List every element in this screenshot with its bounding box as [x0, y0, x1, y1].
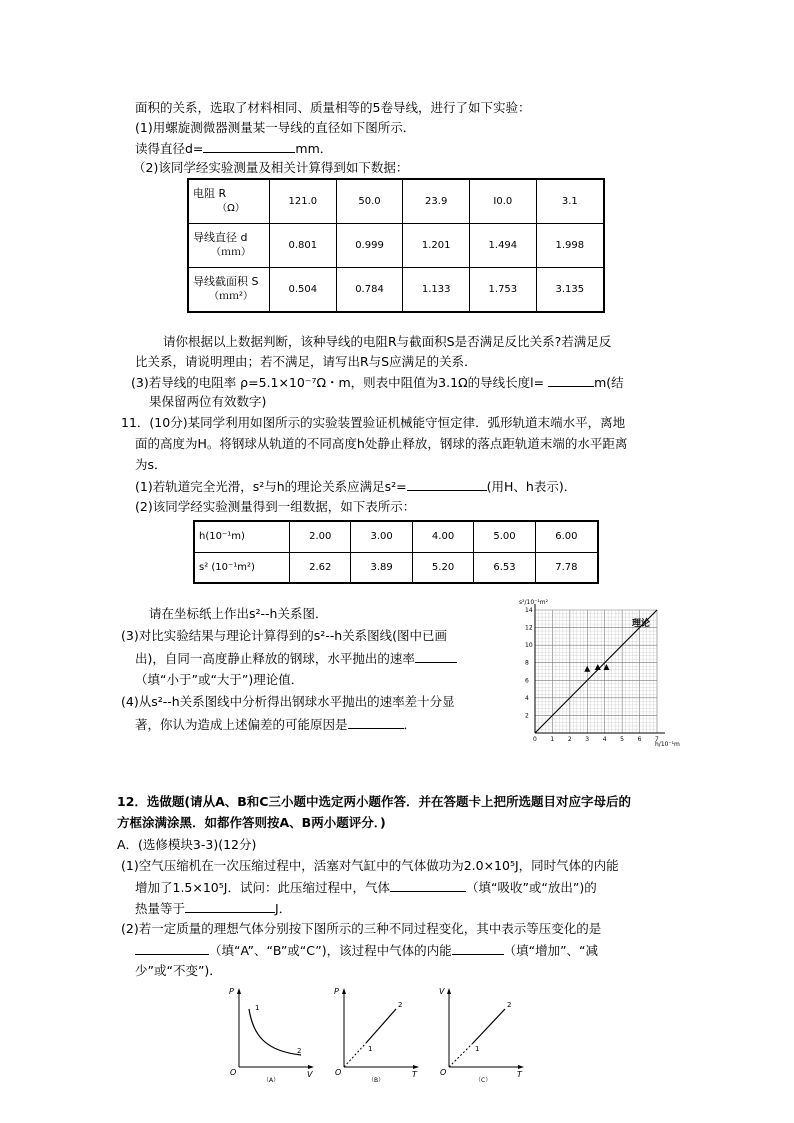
heat-label: 热量等于 — [135, 901, 186, 916]
data-point — [603, 664, 609, 670]
extension-line — [344, 1043, 366, 1067]
q12-part2-hint2: （填“增加”、“减 — [503, 943, 599, 958]
graph-c-p1: 1 — [475, 1045, 480, 1053]
intro-line: 面积的关系，选取了材料相同、质量相等的5卷导线，进行了如下实验： — [135, 100, 531, 115]
q11-part2: (2)该同学经实验测量得到一组数据，如下表所示： — [135, 499, 416, 514]
row-header-unit: （Ω） — [217, 203, 245, 215]
row-header-resistance: 电阻 R — [193, 187, 227, 201]
q12-part1-heat — [135, 899, 291, 918]
table-cell: 1.753 — [470, 267, 537, 312]
graph-c-y: V — [439, 987, 445, 996]
table-cell: 1.494 — [470, 223, 537, 267]
table-cell: 121.0 — [270, 179, 337, 223]
q11-part4-cont: 著，你认为造成上述偏差的可能原因是 ． — [135, 717, 417, 732]
q12-stem: 12．选做题(请从A、B和C三小题中选定两小题作答．并在答题卡上把所选题目对应字母后的 — [117, 794, 631, 809]
q11-plot-instruction: 请在坐标纸上作出s²--h关系图． — [149, 606, 328, 621]
row-header-area: 导线截面积 S — [193, 275, 259, 289]
data-table-resistance — [187, 178, 605, 313]
q11-part1-end: (用H、h表示)． — [486, 479, 577, 494]
table-cell: 50.0 — [336, 179, 403, 223]
graph-a-origin: O — [230, 1068, 237, 1077]
graph-b-origin: O — [335, 1068, 342, 1077]
q11-stem: 11．(10分)某同学利用如图所示的实验装置验证机械能守恒定律．弧形轨道末端水平，离地 — [121, 415, 626, 430]
graph-c-caption: （C） — [475, 1077, 492, 1084]
x-tick-label: 0 — [533, 736, 537, 743]
table-cell: 5.20 — [412, 552, 473, 583]
graph-a-p1: 1 — [255, 1004, 260, 1012]
absorb-release-blank[interactable] — [390, 878, 466, 892]
table-cell: 6.00 — [535, 521, 598, 552]
x-arrow — [518, 1065, 524, 1069]
table-cell: 0.784 — [336, 267, 403, 312]
q12-stem-cont: 方框涂满涂黑．如都作答则按A、B两小题评分．) — [117, 815, 386, 830]
graph-c — [435, 985, 530, 1085]
y-tick-label: 10 — [525, 642, 533, 650]
y-tick-label: 12 — [525, 624, 533, 632]
table-cell: 3.89 — [351, 552, 412, 583]
row-header-h: h(10⁻¹m) — [194, 521, 290, 552]
x-tick-label: 4 — [602, 736, 607, 743]
table-cell: 7.78 — [535, 552, 598, 583]
table-cell: 1.201 — [403, 223, 470, 267]
x-tick-label: 1 — [550, 736, 555, 743]
q11-part4-text: 著，你认为造成上述偏差的可能原因是 — [135, 717, 348, 732]
table-cell: 5.00 — [474, 521, 535, 552]
graph-a-caption: （A） — [263, 1077, 280, 1084]
table-cell: 4.00 — [412, 521, 473, 552]
q12-part2-cont — [135, 941, 598, 960]
table-cell: 1.998 — [536, 223, 604, 267]
x-tick-label: 5 — [620, 736, 624, 743]
graph-c-x: T — [517, 1070, 522, 1079]
x-tick-label: 3 — [585, 736, 590, 743]
graph-b-x: T — [412, 1070, 417, 1079]
row-header-unit: （ｍｍ²） — [208, 291, 253, 303]
table-cell: I0.0 — [470, 179, 537, 223]
chart-annotation: 理论 — [632, 619, 651, 629]
q10-part1: (1)用螺旋测微器测量某一导线的直径如下图所示． — [135, 120, 416, 135]
table-cell: 6.53 — [474, 552, 535, 583]
internal-energy-blank[interactable] — [452, 941, 504, 955]
y-tick-label: 6 — [525, 677, 529, 685]
q12-part1-text: 增加了1.5×10⁵J．试问：此压缩过程中，气体 — [135, 880, 390, 895]
s2-h-chart — [507, 596, 687, 748]
reason-blank[interactable] — [348, 715, 404, 729]
data-point — [584, 666, 590, 672]
table-cell: 23.9 — [403, 179, 470, 223]
q12-module-a: A．(选修模块3-3)(12分) — [117, 837, 257, 852]
isotherm-curve — [249, 1009, 301, 1055]
data-table-h-s2 — [193, 520, 599, 584]
q10-question: 请你根据以上数据判断，该种导线的电阻R与截面积S是否满足反比关系?若满足反 — [163, 334, 612, 349]
y-arrow — [342, 988, 346, 994]
x-tick-label: 6 — [637, 736, 642, 743]
diameter-unit: mm． — [295, 141, 333, 156]
table-cell: 1.133 — [403, 267, 470, 312]
y-arrow — [447, 988, 451, 994]
x-arrow — [308, 1065, 314, 1069]
q11-stem-cont: 面的高度为H。将钢球从轨道的不同高度h处静止释放，钢球的落点距轨道末端的水平距离 — [135, 436, 628, 451]
q10-part3-text: (3)若导线的电阻率 ρ=5.1×10⁻⁷Ω・m，则表中阻值为3.1Ω的导线长度l= — [131, 375, 545, 390]
table-cell: 3.135 — [536, 267, 604, 312]
q10-part3-unit: m(结 — [594, 375, 624, 390]
q11-part3: (3)对比实验结果与理论计算得到的s²--h关系图线(图中已画 — [121, 628, 448, 643]
extension-line — [449, 1043, 473, 1067]
graph-b-p2: 2 — [398, 1001, 403, 1009]
heat-unit: J． — [275, 901, 292, 916]
y-tick-label: 8 — [525, 659, 529, 667]
x-arrow — [413, 1065, 419, 1069]
graph-a-x: V — [307, 1070, 313, 1079]
process-line — [473, 1009, 505, 1043]
graph-a-p2: 2 — [297, 1047, 302, 1055]
q10-question-cont: 比关系，请说明理由；若不满足，请写出R与S应满足的关系． — [135, 354, 477, 369]
table-cell: 0.801 — [270, 223, 337, 267]
q12-part2-end: 少”或“不变”)． — [135, 963, 222, 978]
q11-part1 — [135, 477, 576, 496]
x-tick-label: 2 — [567, 736, 572, 743]
q10-diameter-line — [135, 139, 332, 158]
q11-part4: (4)从s²--h关系图线中分析得出钢球水平抛出的速率差十分显 — [121, 694, 455, 709]
q11-stem-end: 为s． — [135, 457, 167, 472]
row-header-s2: s² (10⁻¹m²) — [194, 552, 290, 583]
graph-c-p2: 2 — [507, 1001, 512, 1009]
y-tick-label: 14 — [525, 607, 533, 614]
q11-part3-cont — [135, 649, 457, 668]
q12-part1-hint: （填“吸收”或“放出”)的 — [465, 880, 597, 895]
q10-part2: （2)该同学经实验测量及相关计算得到如下数据： — [133, 160, 409, 175]
q10-part3 — [131, 373, 624, 392]
q12-part1-cont — [135, 878, 597, 897]
length-blank[interactable] — [548, 373, 594, 387]
graph-b-y: P — [334, 987, 339, 996]
s2-formula-blank[interactable] — [407, 477, 487, 491]
heat-blank[interactable] — [185, 899, 275, 913]
q12-part2-hint: （填“A”、“B”或“C”)，该过程中气体的内能 — [209, 943, 452, 958]
q11-part3-end: （填“小于”或“大于”)理论值． — [135, 672, 304, 687]
q12-part1: (1)空气压缩机在一次压缩过程中，活塞对气缸中的气体做功为2.0×10⁵J，同时气体的内能 — [121, 858, 619, 873]
x-tick-label: 7 — [655, 736, 659, 743]
q10-part3-cont: 果保留两位有效数字) — [149, 394, 267, 409]
q11-part1-text: (1)若轨道完全光滑，s²与h的理论关系应满足s²= — [135, 479, 407, 494]
table-cell: 2.00 — [290, 521, 351, 552]
process-choice-blank[interactable] — [135, 941, 209, 955]
graph-b-caption: （B） — [368, 1077, 385, 1084]
graph-c-origin: O — [440, 1068, 447, 1077]
y-arrow — [237, 988, 241, 994]
q11-part3-text: 出)，自同一高度静止释放的钢球，水平抛出的速率 — [135, 651, 415, 666]
q12-part2: (2)若一定质量的理想气体分别按下图所示的三种不同过程变化，其中表示等压变化的是 — [121, 921, 602, 936]
diameter-blank[interactable] — [203, 139, 295, 153]
table-cell: 2.62 — [290, 552, 351, 583]
y-tick-label: 4 — [525, 694, 529, 702]
table-cell: 3.00 — [351, 521, 412, 552]
graph-a — [225, 985, 320, 1085]
table-cell: 0.999 — [336, 223, 403, 267]
speed-compare-blank[interactable] — [415, 649, 457, 663]
graph-b-p1: 1 — [368, 1045, 373, 1053]
row-header-unit: （ｍｍ） — [211, 247, 251, 258]
table-cell: 3.1 — [536, 179, 604, 223]
graph-a-y: P — [229, 987, 234, 996]
y-tick-label: 2 — [525, 712, 529, 720]
graph-b — [330, 985, 425, 1085]
chart-y-label: s²/10⁻¹m² — [519, 599, 549, 606]
row-header-diameter: 导线直径 d — [193, 231, 248, 244]
diameter-label: 读得直径d= — [135, 141, 204, 156]
process-line — [366, 1009, 396, 1043]
table-cell: 0.504 — [270, 267, 337, 312]
chart-x-label: h/10⁻¹m — [655, 741, 680, 748]
